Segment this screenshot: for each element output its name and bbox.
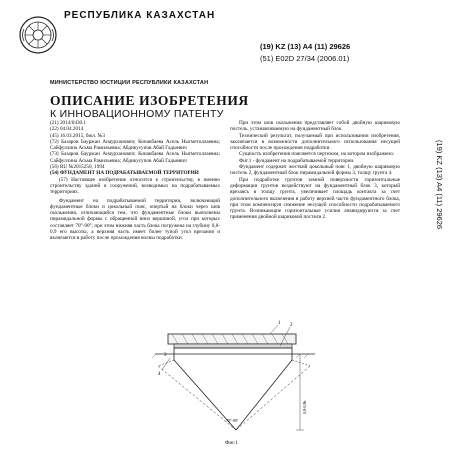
biblio-line: (21) 2014/0430.1 [50,120,87,126]
bibliographic-data [50,120,220,177]
biblio-line: (72) Базаров Бауржан Анаурханович; Конакбаева Асель Ныгметоллаевна; Сайфуллина Асьма Рамильевна; Абдикусупов Абай Гадыевич [50,138,222,152]
description-paragraph: При этом шов скольжения представляет собой двойную шариковую постель, устанавливаемую на фундаментный блок. [230,120,400,133]
biblio-line: (22) 04.04.2014 [50,126,84,133]
right-column [230,120,400,221]
figure-1-drawing [150,318,320,440]
invention-title: (54) ФУНДАМЕНТ НА ПОДРАБАТЫВАЕМОЙ ТЕРРИТОРИИ [50,170,199,177]
depth-label: 0,8-0,9h [302,400,307,414]
ball-bed [174,344,292,348]
figure-caption: Фиг.1 [225,440,239,446]
description-paragraph: Фиг.1 - фундамент на подрабатываемой территории. [239,157,355,164]
left-column [50,120,220,242]
state-emblem-icon [18,15,58,55]
country-name: РЕСПУБЛИКА КАЗАХСТАН [64,10,216,21]
angle-label: 70°-90° [226,418,239,423]
ministry-name: МИНИСТЕРСТВО ЮСТИЦИИ РЕСПУБЛИКИ КАЗАХСТАН [50,80,209,86]
biblio-line: (56) RU №2015250, 1994 [50,164,105,171]
ipc-classification: (51) E02D 27/34 (2006.01) [260,54,350,63]
label-1: 1 [278,321,281,326]
document-subtitle: К ИННОВАЦИОННОМУ ПАТЕНТУ [50,108,224,120]
label-2: 2 [290,323,293,328]
description-paragraph: Технический результат, получаемый при использовании изобретения, заключается в возможности дополнительного использования несущей способности после прохождения подработки. [230,132,400,152]
biblio-line: (45) 16.03.2015, бюл. №3 [50,132,105,139]
document-title: ОПИСАНИЕ ИЗОБРЕТЕНИЯ [50,93,249,108]
description-paragraph: Фундамент содержит жесткий цокольный пояс 1, двойную шариковую постель 2, фундаментный блок пирамидальной формы 3, толщу грунта 4. [230,164,400,177]
publication-number: (19) KZ (13) A4 (11) 29626 [260,42,351,51]
description-paragraph: Сущность изобретения поясняется чертежом, на котором изображено: [239,151,395,158]
biblio-line: (73) Базаров Бауржан Анаурханович; Конакбаева Асель Ныгметоллаевна; Сайфуллина Асьма Рамильевна; Абдикусупов Абай Гадыевич [50,151,222,164]
abstract-paragraph: (57) Настоящее изобретение относится к строительству, в именно строительству зданий и сооружений, возводимых на подрабатываемых территориях. [50,176,220,196]
label-4: 4 [158,372,161,377]
description-paragraph: При подработке грунтов земной поверхности горизонтальные деформации грунтов воздействуют на фундаментный блок 3, который врезаясь в толщу грунта, увеличивает площадь контакта за счет дополнительного включения в работу верхней части фундаментного блока, при этом компенсируя снижение несущей способности подрабатываемого грунта. Возникающие горизонтальные усилия ликвидируются за счет применения двойной шариковой постели 2. [230,176,400,221]
claim-paragraph: Фундамент на подрабатываемой территории, включающий фундаментные блоки и цокольный пояс, опертый на блоки через шов скольжения, отличающийся тем, что фундаментные блоки выполнены пирамидальной формы с обращенной вниз вершиной, угол при которых составляет 70°-90°, при этом нижняя часть блока погружена на глубину 0,8-0,9 его высоты, а верхняя часть имеет более тупой угол врезания и включается в работу после прохождения волны подработки. [50,197,220,242]
label-3: 3 [164,353,167,358]
side-patent-code: (19) KZ (13) A4 (11) 29626 [435,140,444,230]
